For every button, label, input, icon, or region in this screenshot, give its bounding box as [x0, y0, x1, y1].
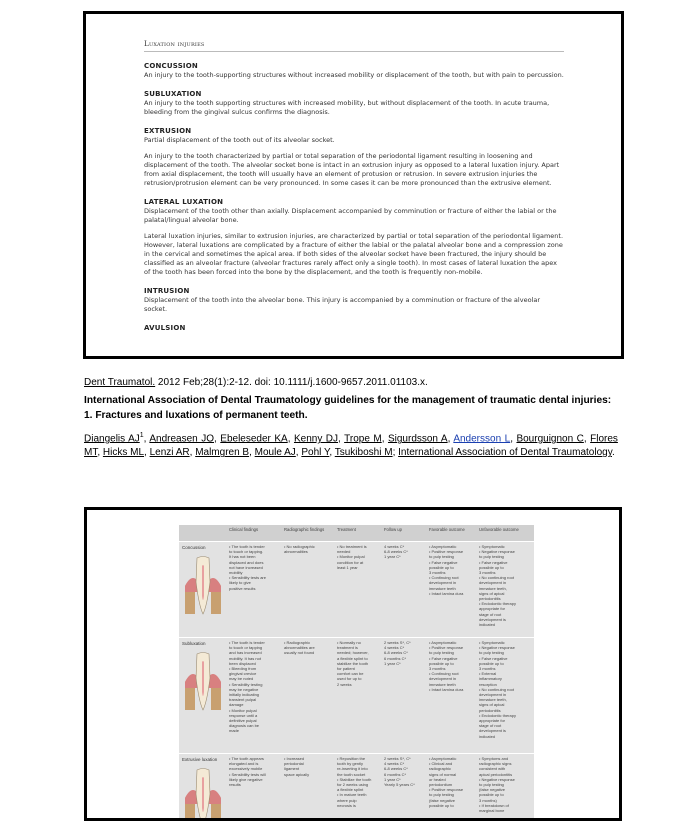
cell-line: possible up to — [429, 802, 454, 808]
author-link[interactable]: Kenny DJ — [293, 433, 339, 445]
cell-line: gingival crevice — [229, 671, 257, 677]
cell-line: • False negative — [479, 655, 508, 661]
tooth-illustration-icon — [183, 652, 223, 712]
cell-line: or healed — [429, 776, 446, 782]
cell-line: immature teeth, — [479, 697, 507, 703]
cell-line: 1 year C* — [384, 660, 401, 666]
cell-line: to pulp testing — [479, 782, 504, 788]
cell-line: periodontitis — [479, 596, 501, 602]
cell-line: 4 weeks C* — [384, 761, 405, 767]
table-cell-followup — [384, 756, 426, 787]
tooth-illustration-icon — [183, 556, 223, 616]
cell-line: excessively mobile — [229, 766, 263, 772]
cell-line: • No continuing root — [479, 686, 514, 692]
cell-line: • Bleeding from — [229, 666, 257, 672]
entry-term: INTRUSION — [144, 287, 190, 295]
cell-line: • Symptoms and — [479, 756, 509, 761]
journal-link[interactable]: Dent Traumatol. — [84, 377, 156, 388]
cell-line: abnormalities — [284, 549, 308, 555]
cell-line: immature teeth — [429, 681, 456, 687]
cell-line: used for up to — [337, 676, 362, 682]
table-header-row — [179, 525, 534, 541]
cell-line: for patient — [337, 666, 355, 672]
entry-description — [144, 136, 564, 188]
cell-line: re-inserting it into — [337, 766, 368, 772]
cell-line: (false negative — [429, 797, 456, 803]
cell-line: 1 year C* — [384, 554, 401, 560]
cell-line: comfort can be — [337, 671, 364, 677]
cell-line: • In mature teeth — [337, 792, 367, 798]
cell-line: • External — [479, 671, 497, 677]
author-list: Diangelis $AJ^1$, Andreasen JO, Ebeleseder KA, Kenny DJ, Trope M, Sigurdsson A, Andersson L, Bourguignon C, Flores MT, Hicks ML, Lenzi AR, Malmgren B, Moule AJ, Pohl Y, Tsukiboshi M; International Association of Dental Traumatology. — [84, 432, 618, 459]
cell-line: appropriate for — [479, 606, 506, 612]
cell-line: where pulp — [337, 797, 357, 803]
author-link[interactable]: Ebeleseder KA — [220, 433, 288, 445]
cell-line: may be noted — [229, 676, 254, 682]
luxation-definitions — [144, 14, 564, 333]
cell-line: 3 months — [429, 666, 446, 672]
author-link[interactable]: Tsukiboshi M — [334, 447, 393, 459]
cell-line: not have increased — [229, 564, 263, 570]
affiliation-marker: 1 — [139, 432, 144, 439]
cell-line: • Negative response — [479, 549, 515, 555]
entry-paragraph: An injury to the tooth characterized by partial or total separation of the periodontal ligament resulting in loosening and displacement of the tooth. The alveolar socket bone is intact in an extrusion injury as opposed to a lateral luxation injury. Apart from axial displacement, the tooth will usually have an element of protusion or retrusion. In severe extrusion injuries the retrusion/protrusion element can be very pronounced. In some cases it can be more pronounced than the extrusive element. — [144, 152, 560, 187]
cell-line: possible up to — [429, 564, 454, 570]
cell-line: 2 weeks — [337, 681, 352, 687]
table-header-cell: Follow up — [384, 527, 402, 532]
cell-line: • Monitor pulpal — [229, 707, 257, 713]
cell-line: • Clinical and — [429, 761, 453, 767]
table-cell-clinical — [229, 640, 281, 734]
table-cell-clinical — [229, 756, 281, 787]
cell-line: • Normally no — [337, 640, 361, 645]
cell-line: marginal bone — [479, 808, 505, 814]
cell-line: • Positive response — [429, 645, 464, 651]
entry-term: EXTRUSION — [144, 127, 192, 135]
entry-term: SUBLUXATION — [144, 90, 202, 98]
table-cell-favorable — [429, 640, 477, 692]
entry-paragraph: An injury to the tooth supporting structures with increased mobility, but without displacement of the tooth. In acute trauma, bleeding from the gingival sulcus confirms the diagnosis. — [144, 99, 550, 116]
cell-line: inflammatory — [479, 676, 502, 682]
author-link[interactable]: Pohl Y — [301, 447, 330, 459]
entry-paragraph: Lateral luxation injuries, similar to extrusion injuries, are characterized by partial or total separation of the periodontal ligament. However, lateral luxations are complicated by a fracture of either the labial or the palatal alveolar bone and a compression zone in the cervical and sometimes the apical area. If both sides of the alveolar socket have been fractured, the injury should be classified as an alveolar fracture (alveolar fractures rarely affect only a single tooth). In most cases of lateral luxation the apex of the tooth has been forced into the bone by the displacement, and the tooth is frequently non-mobile. — [144, 232, 564, 276]
cell-line: • Continuing root — [429, 671, 459, 677]
cell-line: response until a — [229, 712, 258, 718]
cell-line: periodontitis — [479, 707, 501, 713]
table-cell-treatment — [337, 640, 382, 687]
table-cell-unfavorable — [479, 544, 534, 627]
cell-line: • Intact lamina dura — [429, 686, 464, 692]
cell-line: to pulp testing — [429, 792, 454, 798]
treatment-table-screenshot — [84, 507, 622, 821]
cell-line: • Symptomatic — [479, 640, 505, 645]
author-link[interactable]: Trope M — [344, 433, 382, 445]
cell-line: • False negative — [429, 655, 458, 661]
cell-line: development in — [429, 676, 457, 682]
cell-line: • Sensibility tests are — [229, 575, 266, 581]
cell-line: 2 weeks S*, C* — [384, 756, 411, 761]
cell-line: 3 months — [479, 666, 496, 672]
entry-term: LATERAL LUXATION — [144, 198, 224, 206]
author-link[interactable]: Malmgren B — [195, 447, 250, 459]
cell-line: • Negative response — [479, 645, 515, 651]
cell-line: Yearly 5 years C* — [384, 782, 415, 788]
luxation-injuries-screenshot — [83, 11, 624, 359]
cell-line: necrosis is — [337, 802, 356, 808]
author-link[interactable]: Flores MT — [84, 433, 618, 459]
cell-line: development is — [479, 616, 506, 622]
cell-line: made — [229, 728, 240, 734]
cell-line: • Asymptomatic — [429, 544, 457, 549]
table-header-cell: Radiographic findings — [284, 527, 325, 532]
cell-line: • No treatment is — [337, 544, 367, 549]
cell-line: (false negative — [479, 787, 506, 793]
cell-line: radiographic signs — [479, 761, 512, 767]
cell-line: possible up to — [479, 660, 504, 666]
entry-paragraph: Displacement of the tooth into the alveolar bone. This injury is accompanied by a comminution or fracture of the alveolar socket. — [144, 296, 541, 313]
cell-line: • False negative — [479, 559, 508, 565]
row-label: Extrusive luxation — [182, 757, 218, 762]
cell-line: abnormalities are — [284, 645, 315, 651]
cell-line: positive results — [229, 585, 256, 591]
cell-line: possible up to — [479, 564, 504, 570]
cell-line: • Negative response — [479, 776, 515, 782]
cell-line: usually not found — [284, 650, 315, 656]
cell-line: • Positive response — [429, 549, 464, 555]
table-cell-unfavorable — [479, 756, 534, 813]
author-link[interactable]: Andersson L — [453, 433, 511, 445]
table-header-cell: Treatment — [337, 527, 356, 532]
table-cell-treatment — [337, 544, 382, 570]
cell-line: 6-8 weeks C* — [384, 766, 408, 772]
cell-line: apical periodontitis — [479, 771, 513, 777]
cell-line: been displaced — [229, 660, 256, 666]
cell-line: for 2 weeks using — [337, 782, 369, 788]
cell-line: • False negative — [429, 559, 458, 565]
cell-line: • Asymptomatic — [429, 640, 457, 645]
table-cell-radiographic — [284, 640, 334, 656]
entry-description — [144, 71, 564, 80]
cell-line: • Radiographic — [284, 640, 311, 645]
author-link[interactable]: Moule AJ — [254, 447, 296, 459]
cell-line: • No radiographic — [284, 544, 315, 549]
cell-line: development in — [479, 692, 507, 698]
cell-line: likely give negative — [229, 776, 263, 782]
table-row — [179, 637, 534, 754]
cell-line: • No continuing root — [479, 575, 514, 581]
cell-line: 1 year C* — [384, 776, 401, 782]
entry-term: AVULSION — [144, 324, 186, 332]
cell-line: mobility — [229, 570, 243, 576]
cell-line: development is — [479, 728, 506, 734]
cell-line: • Symptomatic — [479, 544, 505, 549]
cell-line: 3 months — [429, 570, 446, 576]
table-cell-radiographic — [284, 544, 334, 554]
cell-line: needed; however, — [337, 650, 369, 656]
author-link[interactable]: Diangelis AJ — [84, 433, 140, 445]
cell-line: diagnosis can be — [229, 723, 260, 729]
cell-line: development in — [429, 580, 457, 586]
cell-line: possible up to — [479, 792, 504, 798]
entry-description — [144, 296, 564, 314]
cell-line: tooth by gently — [337, 761, 364, 767]
cell-line: definitive pulpal — [229, 718, 257, 724]
cell-line: stage of root — [479, 723, 502, 729]
author-link[interactable]: Andreasen JO — [149, 433, 215, 445]
cell-line: • Intact lamina dura — [429, 590, 464, 596]
cell-line: signs of apical — [479, 702, 505, 708]
cell-line: signs of apical — [479, 590, 505, 596]
table-cell-favorable — [429, 544, 477, 596]
cell-line: • Continuing root — [429, 575, 459, 581]
tooth-illustration-icon — [183, 768, 223, 821]
citation-block — [84, 377, 618, 460]
cell-line: • Stabilize the tooth — [337, 776, 372, 782]
cell-line: development in — [479, 580, 507, 586]
author-link[interactable]: Lenzi AR — [149, 447, 190, 459]
cell-line: displaced and does — [229, 559, 264, 565]
cell-line: initially indicating — [229, 692, 260, 698]
table-cell-followup — [384, 544, 426, 560]
cell-line: likely to give — [229, 580, 251, 586]
table-header-cell: Clinical findings — [229, 527, 259, 532]
table-header-cell: Unfavorable outcome — [479, 527, 519, 532]
cell-line: periodontal — [284, 761, 304, 767]
cell-line: 6 months C* — [384, 655, 407, 661]
cell-line: least 1 year — [337, 564, 358, 570]
cell-line: appropriate for — [479, 718, 506, 724]
cell-line: a flexible splint to — [337, 655, 368, 661]
cell-line: treatment is — [337, 645, 358, 651]
cell-line: a flexible splint — [337, 787, 364, 793]
cell-line: • Positive response — [429, 787, 464, 793]
cell-line: and has increased — [229, 650, 262, 656]
cell-line: • The tooth appears — [229, 756, 264, 761]
cell-line: condition for at — [337, 559, 364, 565]
cell-line: 3 months) — [479, 797, 497, 803]
entry-description — [144, 99, 564, 117]
cell-line: • Increased — [284, 756, 305, 761]
cell-line: stabilize the tooth — [337, 660, 369, 666]
cell-line: 6-8 weeks C* — [384, 549, 408, 555]
cell-line: transient pulpal — [229, 697, 257, 703]
table-cell-clinical — [229, 544, 281, 591]
cell-line: 4 weeks C* — [384, 544, 405, 549]
cell-line: • Endodontic therapy — [479, 712, 516, 718]
cell-line: 4 weeks C* — [384, 645, 405, 651]
cell-line: • Endodontic therapy — [479, 601, 516, 607]
section-heading: Luxation injuries — [144, 39, 564, 52]
cell-line: • The tooth is tender — [229, 640, 265, 645]
cell-line: ligament — [284, 766, 300, 772]
table-cell-unfavorable — [479, 640, 534, 739]
cell-line: signs of normal — [429, 771, 457, 777]
row-label: Subluxation — [182, 641, 206, 646]
entry-paragraph: An injury to the tooth-supporting structures without increased mobility or displacement of the tooth, but with pain to percussion. — [144, 71, 564, 79]
table-row — [179, 753, 534, 821]
cell-line: to pulp testing — [429, 554, 454, 560]
table-cell-favorable — [429, 756, 477, 808]
cell-line: immature teeth, — [479, 585, 507, 591]
author-link[interactable]: International Association of Dental Traumatology — [398, 447, 612, 459]
table-cell-followup — [384, 640, 426, 666]
cell-line: to pulp testing — [479, 554, 504, 560]
cell-line: • Sensibility tests will — [229, 771, 266, 777]
cell-line: immature teeth — [429, 585, 456, 591]
cell-line: • Sensibility testing — [229, 681, 263, 687]
cell-line: 3 months — [479, 570, 496, 576]
treatment-table — [179, 525, 534, 821]
cell-line: to touch or tapping — [229, 645, 263, 651]
entry-list — [144, 62, 564, 332]
cell-line: 2 weeks S*, C* — [384, 640, 411, 645]
cell-line: • Asymptomatic — [429, 756, 457, 761]
cell-line: damage — [229, 702, 244, 708]
cell-line: possible up to — [429, 660, 454, 666]
article-title: International Association of Dental Traumatology guidelines for the management of traumatic dental injuries: 1. Fractures and luxations of permanent teeth. — [84, 395, 612, 421]
cell-line: 6 months C* — [384, 771, 407, 777]
cell-line: needed — [337, 549, 351, 555]
author-link[interactable]: Bourguignon C — [516, 433, 584, 445]
cell-line: • The tooth is tender — [229, 544, 265, 549]
cell-line: elongated and is — [229, 761, 259, 767]
cell-line: indicated — [479, 622, 496, 628]
cell-line: indicated — [479, 733, 496, 739]
cell-line: mobility. It has not — [229, 655, 261, 661]
cell-line: 6-8 weeks C* — [384, 650, 408, 656]
cell-line: radiographic — [429, 766, 452, 772]
author-link[interactable]: Sigurdsson A — [387, 433, 448, 445]
cell-line: consistent with — [479, 766, 506, 772]
journal-details: 2012 Feb;28(1):2-12. doi: 10.1111/j.1600-9657.2011.01103.x. — [155, 377, 428, 388]
journal-line — [84, 377, 618, 388]
row-label: Concussion — [182, 545, 206, 550]
table-cell-treatment — [337, 756, 382, 808]
cell-line: resorption — [479, 681, 497, 687]
table-row — [179, 541, 534, 638]
cell-line: stage of root — [479, 611, 502, 617]
cell-line: to touch or tapping. — [229, 549, 264, 555]
cell-line: It has not been — [229, 554, 256, 560]
entry-description — [144, 207, 564, 277]
cell-line: to pulp testing — [479, 650, 504, 656]
cell-line: • Monitor pulpal — [337, 554, 365, 560]
entry-paragraph: Partial displacement of the tooth out of its alveolar socket. — [144, 136, 335, 144]
cell-line: the tooth socket — [337, 771, 366, 777]
cell-line: may be negative — [229, 686, 259, 692]
cell-line: to pulp testing — [429, 650, 454, 656]
cell-line: periodontium — [429, 782, 453, 788]
table-header-cell: Favorable outcome — [429, 527, 465, 532]
entry-term: CONCUSSION — [144, 62, 198, 70]
author-link[interactable]: Hicks ML — [102, 447, 145, 459]
cell-line: space apically — [284, 771, 310, 777]
cell-line: results — [229, 782, 241, 788]
cell-line: • If breakdown of — [479, 802, 509, 808]
table-cell-radiographic — [284, 756, 334, 777]
entry-paragraph: Displacement of the tooth other than axially. Displacement accompanied by comminution or fracture of either the labial or the palatal/lingual alveolar bone. — [144, 207, 557, 224]
cell-line: • Reposition the — [337, 756, 366, 761]
